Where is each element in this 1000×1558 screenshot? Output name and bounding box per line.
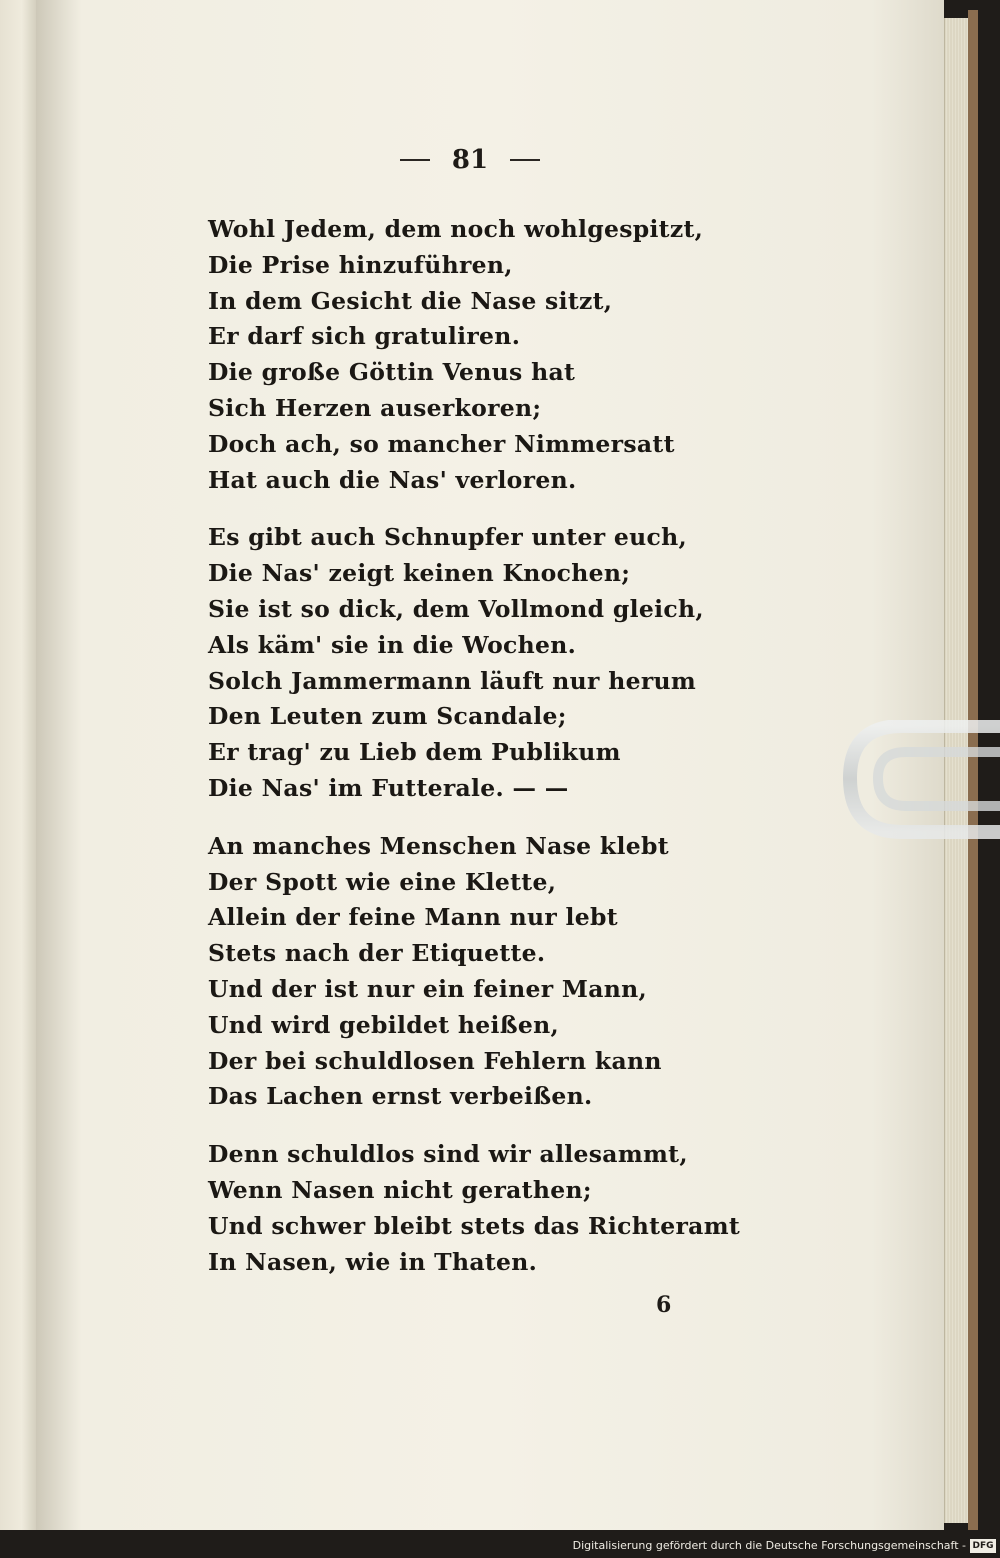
signature-mark: 6	[656, 1292, 672, 1318]
poem-line: Denn schuldlos sind wir allesammt,	[208, 1140, 688, 1169]
poem-line: Die Nas' im Futterale. — —	[208, 773, 569, 802]
poem-line: Er darf sich gratuliren.	[208, 322, 521, 351]
stanza-gap	[208, 807, 768, 829]
poem-line: Es gibt auch Schnupfer unter euch,	[208, 523, 687, 552]
poem	[208, 212, 768, 1280]
poem-line: Als käm' sie in die Wochen.	[208, 630, 577, 659]
paper-clip	[840, 720, 1000, 840]
poem-line: Er trag' zu Lieb dem Publikum	[208, 738, 621, 767]
poem-line: Das Lachen ernst verbeißen.	[208, 1082, 593, 1111]
stanza	[208, 829, 768, 1115]
poem-line: Und wird gebildet heißen,	[208, 1010, 559, 1039]
poem-line: An manches Menschen Nase klebt	[208, 831, 669, 860]
stanza	[208, 520, 768, 806]
stanza-gap	[208, 498, 768, 520]
header-dash-left	[400, 159, 430, 161]
poem-line: Und der ist nur ein feiner Mann,	[208, 974, 647, 1003]
stanza-gap	[208, 1115, 768, 1137]
poem-line: Hat auch die Nas' verloren.	[208, 465, 577, 494]
poem-line: Die Prise hinzuführen,	[208, 250, 513, 279]
poem-line: Und schwer bleibt stets das Richteramt	[208, 1211, 741, 1240]
stanza	[208, 1137, 768, 1280]
poem-line: Stets nach der Etiquette.	[208, 939, 546, 968]
footer-bar	[0, 1530, 1000, 1558]
poem-line: Wohl Jedem, dem noch wohlgespitzt,	[208, 215, 704, 243]
facing-page-edge	[0, 0, 36, 1530]
poem-line: In dem Gesicht die Nase sitzt,	[208, 286, 613, 315]
poem-line: Der bei schuldlosen Fehlern kann	[208, 1046, 662, 1075]
poem-line: Der Spott wie eine Klette,	[208, 867, 557, 896]
poem-line: Wenn Nasen nicht gerathen;	[208, 1175, 592, 1204]
poem-line: Die große Göttin Venus hat	[208, 358, 576, 387]
poem-line: Solch Jammermann läuft nur herum	[208, 666, 697, 695]
header-dash-right	[510, 159, 540, 161]
page-header	[375, 140, 565, 180]
page-number: 81	[451, 145, 489, 175]
poem-line: Sie ist so dick, dem Vollmond gleich,	[208, 594, 704, 623]
poem-line: Die Nas' zeigt keinen Knochen;	[208, 559, 631, 588]
stanza	[208, 212, 768, 498]
poem-line: Den Leuten zum Scandale;	[208, 702, 567, 731]
poem-line: Allein der feine Mann nur lebt	[208, 903, 618, 932]
digitization-credit: Digitalisierung gefördert durch die Deutsche Forschungsgemeinschaft -	[572, 1539, 966, 1552]
poem-line: Sich Herzen auserkoren;	[208, 393, 542, 422]
dfg-logo: DFG	[970, 1539, 996, 1553]
poem-line: Doch ach, so mancher Nimmersatt	[208, 429, 675, 458]
poem-line: In Nasen, wie in Thaten.	[208, 1247, 538, 1276]
